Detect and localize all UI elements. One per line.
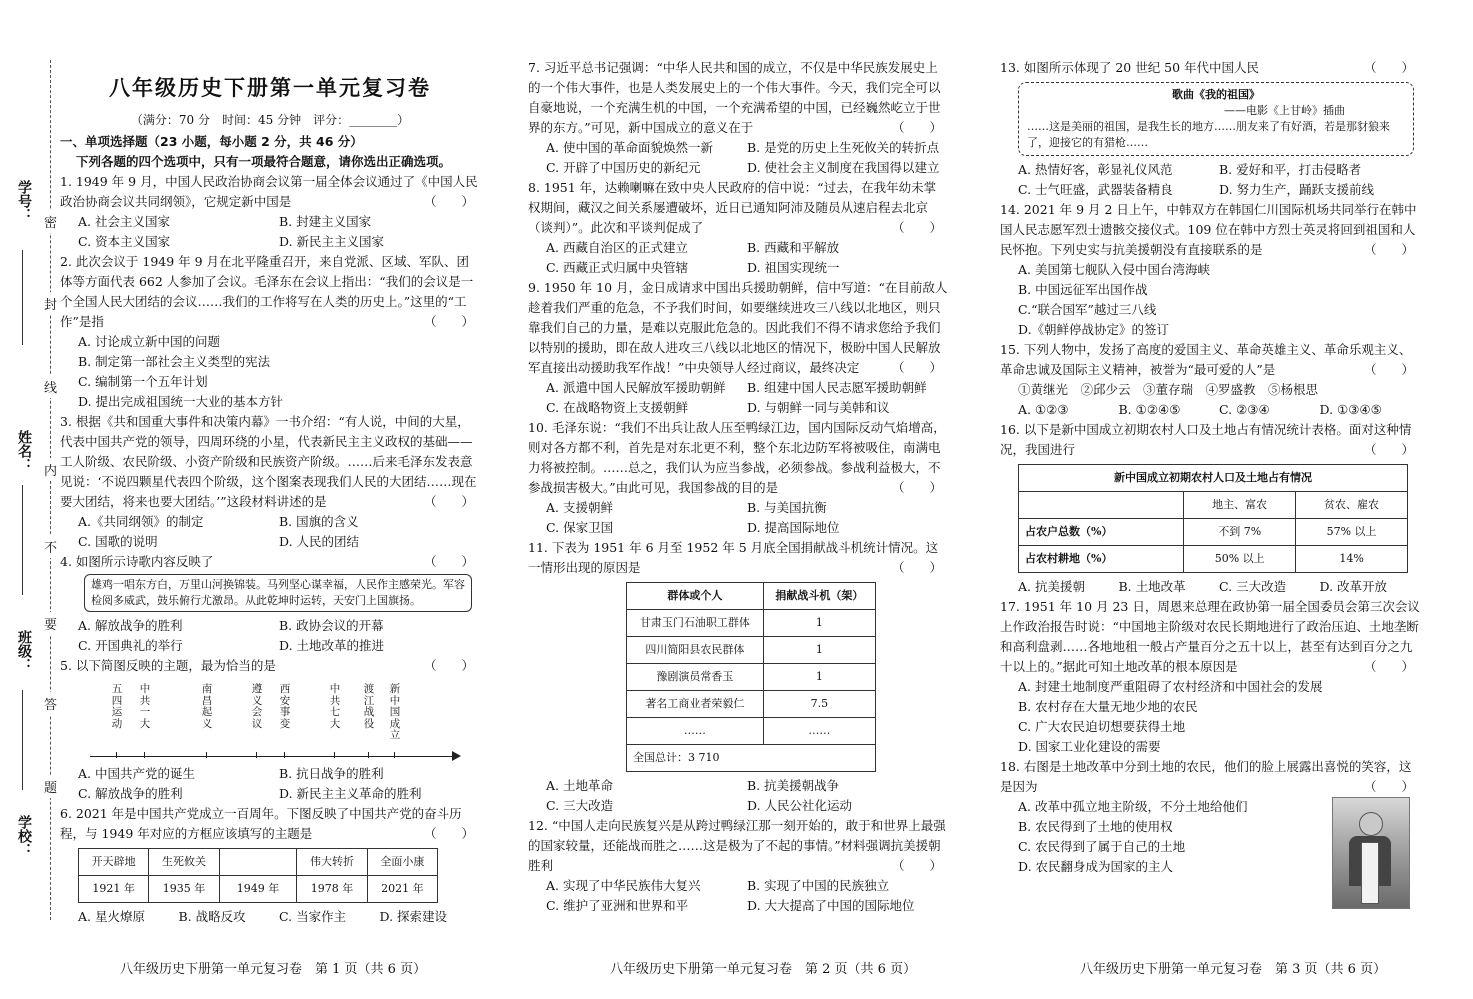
table-cell: 全面小康: [367, 849, 437, 876]
option-c[interactable]: C. 保家卫国: [546, 520, 614, 535]
option-d[interactable]: D. ①③④⑤: [1319, 402, 1382, 417]
table-cell: 2021 年: [367, 876, 437, 903]
question-16: [1000, 420, 1420, 597]
option-d[interactable]: D. 新民主主义革命的胜利: [279, 786, 422, 801]
option-d[interactable]: D.《朝鲜停战协定》的签订: [1018, 322, 1170, 337]
timeline-event: 五四运动: [111, 683, 123, 730]
answer-paren[interactable]: （ ）: [423, 494, 474, 509]
option-a[interactable]: A. 使中国的革命面貌焕然一新: [546, 140, 713, 155]
option-b[interactable]: B. 组建中国人民志愿军援助朝鲜: [747, 380, 927, 395]
question-stem: 16. 以下是新中国成立初期农村人口及土地占有情况统计表格。面对这种情况，我国进行: [1000, 422, 1412, 457]
option-a[interactable]: A. 美国第七舰队入侵中国台湾海峡: [1018, 262, 1210, 277]
option-d[interactable]: D. 土地改革的推进: [279, 638, 385, 653]
column-2: [528, 58, 948, 916]
answer-paren[interactable]: （ ）: [891, 560, 942, 575]
person-list: ①黄继光 ②邱少云 ③董存瑞 ④罗盛教 ⑤杨根思: [1018, 382, 1319, 397]
table-cell: 1935 年: [149, 876, 219, 903]
class-label: 班级：: [16, 630, 32, 672]
table-cell: 占农村耕地（%）: [1019, 546, 1184, 573]
table-cell: 著名工商业者荣毅仁: [627, 691, 764, 718]
option-b[interactable]: B. ①②④⑤: [1118, 402, 1181, 417]
option-b[interactable]: B. 是党的历史上生死攸关的转折点: [747, 140, 940, 155]
seal-char: 答: [44, 692, 57, 715]
answer-paren[interactable]: （ ）: [1363, 659, 1414, 674]
section-heading: 一、单项选择题（23 小题，每小题 2 分，共 46 分）: [60, 134, 363, 149]
table-cell: 50% 以上: [1184, 546, 1296, 573]
option-d[interactable]: D. 国家工业化建设的需要: [1018, 739, 1161, 754]
question-8: [528, 178, 948, 278]
donation-table: [626, 582, 876, 772]
question-18: [1000, 757, 1420, 877]
option-b[interactable]: B. 国旗的含义: [279, 514, 359, 529]
option-a[interactable]: A. 讨论成立新中国的问题: [78, 334, 220, 349]
student-id-blank: [22, 250, 23, 345]
question-stem: 8. 1951 年，达赖喇嘛在致中央人民政府的信中说：“过去，在我年幼未掌权期间，藏汉之间关系屡遭破坏，近日已通知阿沛及随员从速启程去北京（谈判）”。此次和平谈判促成了: [528, 180, 937, 235]
question-stem: 9. 1950 年 10 月，金日成请求中国出兵援助朝鲜，信中写道：“在目前敌人趁着我们严重的危急，不予我们时间，如要继续进攻三八线以北地区，则只靠我们自己的力量，是难以克服此危急的。因此我们不得不请求您给予我们以特别的援助，即在敌人进攻三八线以北地区的情况下，极盼中国人民解放军直接出动援助我军作战！”中央领导人经过商议，最终决定: [528, 280, 948, 375]
option-b[interactable]: B. 爱好和平，打击侵略者: [1219, 162, 1362, 177]
table-row: [627, 745, 876, 772]
table-cell: 四川简阳县农民群体: [627, 637, 764, 664]
table-cell: 不到 7%: [1184, 519, 1296, 546]
question-10: [528, 418, 948, 538]
table-cell: 14%: [1296, 546, 1408, 573]
farmer-photo: [1332, 797, 1410, 909]
question-stem: 14. 2021 年 9 月 2 日上午，中韩双方在韩国仁川国际机场共同举行在韩中国人民志愿军烈士遗骸交接仪式。109 位在韩中方烈士英灵将回到祖国和人民怀抱。下列史实与抗美援朝没有直接联系的是: [1000, 202, 1417, 257]
timeline-arrow-icon: [452, 751, 461, 761]
seal-char: 密: [44, 210, 57, 233]
table-cell: 生死攸关: [149, 849, 219, 876]
option-b[interactable]: B. 抗美援朝战争: [747, 778, 840, 793]
question-4: [60, 552, 480, 656]
option-a[interactable]: A. 封建土地制度严重阻碍了农村经济和中国社会的发展: [1018, 679, 1323, 694]
timeline-event: 南昌起义: [201, 683, 213, 730]
option-c[interactable]: C. 广大农民迫切想要获得土地: [1018, 719, 1186, 734]
option-a[interactable]: A. 西藏自治区的正式建立: [546, 240, 688, 255]
answer-paren[interactable]: （ ）: [891, 220, 942, 235]
question-stem: 1. 1949 年 9 月，中国人民政治协商会议第一届全体会议通过了《中国人民政治协商会议共同纲领》，它规定新中国是: [60, 174, 478, 209]
option-d[interactable]: D. 提高国际地位: [747, 520, 840, 535]
option-a[interactable]: A. 社会主义国家: [78, 214, 170, 229]
question-14: [1000, 200, 1420, 340]
class-blank: [22, 690, 23, 790]
option-a[interactable]: A. 中国共产党的诞生: [78, 766, 195, 781]
question-stem: 15. 下列人物中，发扬了高度的爱国主义、革命英雄主义、革命乐观主义、革命忠诚及国际主义精神，被誉为“最可爱的人”是: [1000, 342, 1412, 377]
page-footer-1: 八年级历史下册第一单元复习卷 第 1 页（共 6 页）: [120, 962, 427, 977]
answer-paren[interactable]: （ ）: [891, 120, 942, 135]
question-17: [1000, 597, 1420, 757]
seal-char: 内: [44, 458, 57, 481]
answer-paren[interactable]: （ ）: [1363, 60, 1414, 75]
exam-title: 八年级历史下册第一单元复习卷: [109, 76, 431, 100]
option-c[interactable]: C. 三大改造: [1219, 579, 1287, 594]
option-c[interactable]: C. 三大改造: [546, 798, 614, 813]
table-cell: 开天辟地: [79, 849, 149, 876]
table-header: [1019, 492, 1184, 519]
page-footer-3: 八年级历史下册第一单元复习卷 第 3 页（共 6 页）: [1080, 962, 1387, 977]
option-b[interactable]: B. 中国远征军出国作战: [1018, 282, 1148, 297]
option-b[interactable]: B. 战略反攻: [178, 909, 246, 924]
option-d[interactable]: D. 探索建设: [379, 909, 448, 924]
exam-meta: （满分：70 分 时间：45 分钟 评分：________）: [130, 113, 410, 127]
option-d[interactable]: D. 大大提高了中国的国际地位: [747, 898, 915, 913]
option-d[interactable]: D. 与朝鲜一同与美韩和议: [747, 400, 890, 415]
timeline-axis: [90, 756, 458, 757]
table-header: 贫农、雇农: [1296, 492, 1408, 519]
option-c[interactable]: C.“联合国军”越过三八线: [1018, 302, 1157, 317]
table-cell: 1921 年: [79, 876, 149, 903]
option-a[interactable]: A. 实现了中华民族伟大复兴: [546, 878, 701, 893]
option-c[interactable]: C. 开国典礼的举行: [78, 638, 183, 653]
option-a[interactable]: A. 改革中孤立地主阶级，不分土地给他们: [1018, 799, 1248, 814]
table-row: [627, 718, 876, 745]
timeline-event: 新中国成立: [389, 683, 401, 741]
table-row: [627, 610, 876, 637]
option-b[interactable]: B. 政协会议的开幕: [279, 618, 384, 633]
question-15: [1000, 340, 1420, 420]
answer-paren[interactable]: （ ）: [423, 658, 474, 673]
table-row: [627, 691, 876, 718]
name-blank: [22, 485, 23, 595]
song-lyrics: ……这是美丽的祖国，是我生长的地方……朋友来了有好酒，若是那豺狼来了，迎接它的有猎枪……: [1027, 120, 1390, 149]
timeline-event: 遵义会议: [251, 683, 263, 730]
option-c[interactable]: C. 当家作主: [279, 909, 347, 924]
option-c[interactable]: C. 解放战争的胜利: [78, 786, 183, 801]
option-c[interactable]: C. 在战略物资上支援朝鲜: [546, 400, 689, 415]
land-deed-shape: [1361, 842, 1379, 904]
option-c[interactable]: C. ②③④: [1219, 402, 1270, 417]
question-stem: 2. 此次会议于 1949 年 9 月在北平隆重召开，来自党派、区域、军队、团体等方面代表 662 人参加了会议。毛泽东在会议上指出：“我们的会议是一个全国人民大团结的会议……我们的工作将写在人类的历史上。”这里的“工作”是指: [60, 254, 474, 329]
timeline-event: 西安事变: [279, 683, 291, 730]
table-cell: 伟大转折: [297, 849, 367, 876]
option-d[interactable]: D. 人民的团结: [279, 534, 360, 549]
table-cell: 甘肃玉门石油职工群体: [627, 610, 764, 637]
answer-paren[interactable]: （ ）: [891, 480, 942, 495]
option-a[interactable]: A. 支援朝鲜: [546, 500, 613, 515]
table-row: [627, 664, 876, 691]
table-cell: 豫剧演员常香玉: [627, 664, 764, 691]
table-cell: 1: [763, 664, 875, 691]
page-footer-2: 八年级历史下册第一单元复习卷 第 2 页（共 6 页）: [610, 962, 917, 977]
question-stem: 11. 下表为 1951 年 6 月至 1952 年 5 月底全国捐献战斗机统计情况。这一情形出现的原因是: [528, 540, 939, 575]
option-a[interactable]: A. 派遣中国人民解放军援助朝鲜: [546, 380, 726, 395]
timeline-event: 渡江战役: [363, 683, 375, 730]
option-c[interactable]: C. 国歌的说明: [78, 534, 158, 549]
table-row: [1019, 519, 1408, 546]
option-d[interactable]: D. 祖国实现统一: [747, 260, 840, 275]
table-header: 群体或个人: [627, 583, 764, 610]
answer-paren[interactable]: （ ）: [423, 194, 474, 209]
table-cell: 占农户总数（%）: [1019, 519, 1184, 546]
option-b[interactable]: B. 土地改革: [1118, 579, 1186, 594]
question-stem: 5. 以下简图反映的主题，最为恰当的是: [60, 658, 276, 673]
question-2: [60, 252, 480, 412]
option-a[interactable]: A. 星火燎原: [78, 909, 145, 924]
poem-box: 雄鸡一唱东方白，万里山河换锦装。马列坚心谋幸福，人民作主感荣光。军容检阅多威武，鼓乐俯行尤激昂。从此乾坤时运转，天安门上国旗扬。: [84, 574, 472, 612]
column-3: [1000, 58, 1420, 909]
option-b[interactable]: B. 西藏和平解放: [747, 240, 840, 255]
option-c[interactable]: C. 维护了亚洲和世界和平: [546, 898, 689, 913]
option-b[interactable]: B. 实现了中国的民族独立: [747, 878, 890, 893]
table-total: 全国总计：3 710: [627, 745, 876, 772]
answer-paren[interactable]: （ ）: [423, 554, 474, 569]
table-cell: 1: [763, 610, 875, 637]
question-stem: 7. 习近平总书记强调：“中华人民共和国的成立，不仅是中华民族发展史上的一个伟大事件，也是人类发展史上的一个伟大事件。今天，我们完全可以自豪地说，一个充满生机的中国，一个充满希望的中国，已经巍然屹立于世界的东方。”可见，新中国成立的意义在于: [528, 60, 941, 135]
land-table: [1018, 464, 1408, 573]
option-a[interactable]: A. 抗美援朝: [1018, 579, 1085, 594]
option-b[interactable]: B. 农民得到了土地的使用权: [1018, 819, 1173, 834]
option-a[interactable]: A.《共同纲领》的制定: [78, 514, 204, 529]
question-stem: 12. “中国人走向民族复兴是从跨过鸭绿江那一刻开始的，敢于和世界上最强的国家较量，还能战而胜之……这是极为了不起的事情。”材料强调抗美援朝胜利: [528, 818, 946, 873]
option-b[interactable]: B. 与美国抗衡: [747, 500, 827, 515]
student-id-label: 学号：: [16, 180, 32, 222]
seal-char: 题: [44, 775, 57, 798]
table-header: 捐献战斗机（架）: [763, 583, 875, 610]
question-12: [528, 816, 948, 916]
answer-paren[interactable]: （ ）: [1363, 362, 1414, 377]
timeline-diagram: [90, 678, 470, 762]
question-stem: 3. 根据《共和国重大事件和决策内幕》一书介绍：“有人说，中间的大星，代表中国共产党的领导，四周环绕的小星，代表新民主主义政权的基础——工人阶级、农民阶级、小资产阶级和民族资产阶级。……后来毛泽东发表意见说：‘不说四颗星代表四个阶级，这个图案表现我们人民的大团结……现在要大团结，将来也要大团结。’”这段材料讲述的是: [60, 414, 477, 509]
timeline-event: 中共一大: [139, 683, 151, 730]
question-3: [60, 412, 480, 552]
history-table: [78, 848, 438, 903]
section-instruction: 下列各题的四个选项中，只有一项最符合题意，请你选出正确选项。: [76, 154, 452, 169]
question-stem: 17. 1951 年 10 月 23 日，周恩来总理在政协第一届全国委员会第三次会议上作政治报告时说：“中国地主阶级对农民长期地进行了政治压迫、土地垄断和高利盘剥……各地地租一般占产量百分之五十以上，甚至有达到百分之九十以上的。”据此可知土地改革的根本原因是: [1000, 599, 1420, 674]
table-cell: ……: [763, 718, 875, 745]
answer-paren[interactable]: （ ）: [891, 858, 942, 873]
question-6: [60, 804, 480, 927]
farmer-head-shape: [1359, 812, 1383, 836]
answer-paren[interactable]: （ ）: [423, 314, 474, 329]
option-c[interactable]: C. 开辟了中国历史的新纪元: [546, 160, 701, 175]
question-5: [60, 656, 480, 804]
option-b[interactable]: B. 抗日战争的胜利: [279, 766, 384, 781]
answer-paren[interactable]: （ ）: [1363, 242, 1414, 257]
question-stem: 6. 2021 年是中国共产党成立一百周年。下图反映了中国共产党的奋斗历程，与 1949 年对应的方框应该填写的主题是: [60, 806, 462, 841]
option-a[interactable]: A. 解放战争的胜利: [78, 618, 183, 633]
column-1: [60, 58, 480, 927]
seal-char: 要: [44, 612, 57, 635]
answer-paren[interactable]: （ ）: [1363, 442, 1414, 457]
question-1: [60, 172, 480, 252]
question-stem: 18. 右图是土地改革中分到土地的农民，他们的脸上展露出喜悦的笑容，这是因为: [1000, 759, 1412, 794]
question-stem: 13. 如图所示体现了 20 世纪 50 年代中国人民: [1000, 60, 1260, 75]
question-7: [528, 58, 948, 178]
table-cell: 1949 年: [219, 876, 297, 903]
question-13: [1000, 58, 1420, 200]
table-cell: 1978 年: [297, 876, 367, 903]
question-9: [528, 278, 948, 418]
table-cell-blank: [219, 849, 297, 876]
option-a[interactable]: A. ①②③: [1018, 402, 1069, 417]
table-cell: 1: [763, 637, 875, 664]
answer-paren[interactable]: （ ）: [891, 360, 942, 375]
table-cell: 57% 以上: [1296, 519, 1408, 546]
option-d[interactable]: D. 人民公社化运动: [747, 798, 853, 813]
option-b[interactable]: B. 封建主义国家: [279, 214, 372, 229]
question-stem: 4. 如图所示诗歌内容反映了: [60, 554, 214, 569]
timeline-event: 中共七大: [329, 683, 341, 730]
question-stem: 10. 毛泽东说：“我们不出兵让敌人压至鸭绿江边，国内国际反动气焰增高，则对各方都不利，首先是对东北更不利，整个东北边防军将被吸住，南满电力将被控制。……总之，我们认为应当参战，必须参战。参战利益极大，不参战损害极大。”由此可见，我国参战的目的是: [528, 420, 946, 495]
seal-char: 封: [44, 292, 57, 315]
table-row: [627, 637, 876, 664]
song-title: 歌曲《我的祖国》: [1172, 88, 1260, 101]
option-c[interactable]: C. 农民得到了属于自己的土地: [1018, 839, 1186, 854]
option-d[interactable]: D. 使社会主义制度在我国得以建立: [747, 160, 940, 175]
table-cell: 7.5: [763, 691, 875, 718]
song-source: ——电影《上甘岭》插曲: [1224, 104, 1345, 117]
option-d[interactable]: D. 新民主主义国家: [279, 234, 385, 249]
option-d[interactable]: D. 提出完成祖国统一大业的基本方针: [78, 394, 284, 409]
option-d[interactable]: D. 努力生产，踊跃支援前线: [1219, 182, 1375, 197]
school-label: 学校：: [16, 815, 32, 857]
option-b[interactable]: B. 农村存在大量无地少地的农民: [1018, 699, 1198, 714]
table-cell: ……: [627, 718, 764, 745]
answer-paren[interactable]: （ ）: [1363, 779, 1414, 794]
question-11: [528, 538, 948, 816]
seal-char: 不: [44, 535, 57, 558]
option-b[interactable]: B. 制定第一部社会主义类型的宪法: [78, 354, 271, 369]
answer-paren[interactable]: （ ）: [423, 826, 474, 841]
option-a[interactable]: A. 热情好客，彰显礼仪风范: [1018, 162, 1173, 177]
option-a[interactable]: A. 土地革命: [546, 778, 613, 793]
option-c[interactable]: C. 西藏正式归属中央管辖: [546, 260, 689, 275]
option-c[interactable]: C. 资本主义国家: [78, 234, 171, 249]
table-row: [1019, 546, 1408, 573]
song-box: [1018, 82, 1414, 156]
name-label: 姓名：: [16, 430, 32, 472]
seal-char: 线: [44, 375, 57, 398]
option-c[interactable]: C. 编制第一个五年计划: [78, 374, 208, 389]
option-d[interactable]: D. 农民翻身成为国家的主人: [1018, 859, 1174, 874]
table-title: 新中国成立初期农村人口及土地占有情况: [1019, 465, 1408, 492]
option-d[interactable]: D. 改革开放: [1319, 579, 1388, 594]
option-c[interactable]: C. 士气旺盛，武器装备精良: [1018, 182, 1173, 197]
table-header: 地主、富农: [1184, 492, 1296, 519]
